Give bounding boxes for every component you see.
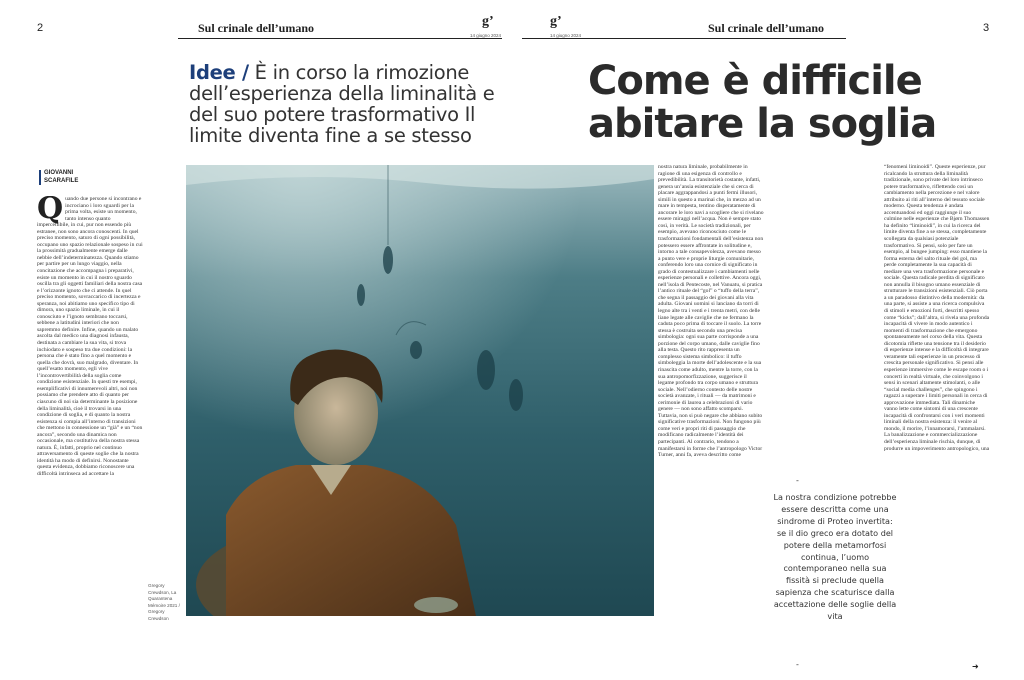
author-last-name: SCARAFILE: [44, 177, 79, 184]
left-header-rule: [178, 38, 502, 39]
right-logo: g’: [550, 14, 562, 29]
right-header-rule: [522, 38, 846, 39]
article-column-1: [37, 196, 143, 680]
article-photo: [186, 165, 654, 616]
title-line-1: Come è difficile: [588, 58, 922, 104]
column-4-text: “fenomeni liminoidi”. Queste esperienze, pur ricalcando la struttura della liminalità tradizionale, sono private del loro intrinseco potere trasformativo, riflettendo così un cambiamento nella percezione e nel valore attribuito ai riti all’interno del tessuto sociale moderno. Questa tendenza è andata accentuandosi ed oggi raggiunge il suo culmine nelle esperienze che Bjørn Thomassen ha definito “liminoidi”, in cui la ricerca del limite diventa fine a se stessa, completamente scollegata da qualsiasi potenziale trasformativo. Si pensi, solo per fare un esempio, al bungee jumping: esso mantiene la forma esterna del salto rituale del gol, ma perde completamente la sua capacità di mediare una vera trasformazione personale e sociale. Questa radicale perdita di significato non annulla il bisogno umano essenziale di strutturare le transizioni esistenziali. Ciò porta a un paradosso distintivo della modernità: da una parte, si assiste a una ricerca compulsiva di stimoli e emozioni forti, descritti spesso come “kicks”; dall’altra, si rivela una profonda incapacità di vivere in modo autentico i momenti di trasformazione che emergono spontaneamente nel corso della vita. Questa dicotomia riflette una tensione tra il desiderio di esperienze intense e la difficoltà di integrare veramente tali esperienze in un processo di crescita personale significativo. Si pensi alle esperienze immersive come le escape room o i concerti in realtà virtuale, che coinvolgono i sensi in scenari altamente stimolanti, o alle “social media challenges”, che spingono i ragazzi a superare i limiti personali in cerca di approvazione immediata. Tali dinamiche vanno lette come sintomi di una crescente incapacità di confrontarsi con i veri momenti liminali della nostra esistenza: il venire al mondo, il morire, l’innamorarsi, l’ammalarsi. La banalizzazione e commercializzazione dell’esperienza liminale rischia, dunque, di produrre un impoverimento antropologico, una: [884, 164, 990, 452]
pull-quote-top-dash: -: [796, 476, 799, 485]
right-date: 14 giugno 2024: [550, 33, 582, 38]
title-line-2: abitare la soglia: [588, 101, 937, 147]
article-title: [588, 60, 1008, 146]
article-column-4: [884, 164, 990, 662]
drop-cap: Q: [37, 196, 64, 226]
pull-quote: La nostra condizione potrebbe essere descritta come una sindrome di Proteo invertita: se il dio greco era dotato del potere della metamorfosi continua, l’uomo contemporaneo nella sua fissità si preclude quella sapienza che scaturisce dalla accettazione delle soglie della vita: [773, 492, 897, 622]
column-3-text: nostra natura liminale, probabilmente in ragione di una esigenza di controllo e prevedibilità. La transitorietà costante, infatti, genera un’ansia esistenziale che si cerca di placare aggrappandosi a punti fermi illusori, simili in questo a marinai che, in mezzo ad un mare in tempesta, tentino disperatamente di ancorare le loro navi a scogliere che si rivelano essere miraggi nell’acqua. Non è sempre stato così, in verità. Le società tradizionali, per esempio, avevano riconosciuto come le trasformazioni fondamentali dell’esistenza non potessero essere affrontate in solitudine e, intorno a tale consapevolezza, avevano messo a punto vere e proprie liturgie comunitarie, conferendo loro una cornice di significato in grado di contestualizzare i cambiamenti nelle esperienze personali e collettive. Ancora oggi, nell’isola di Pentecoste, nel Vanuatu, si pratica l’antico rituale del “gol” o “tuffo della terra”, che segna il passaggio dei giovani alla vita adulta. Giovani uomini si lanciano da torri di legno alte tra i venti e i trenta metri, con delle liane legate alle caviglie che ne fermano la caduta poco prima di toccare il suolo. La torre stessa è costruita secondo una precisa simbologia: ogni sua parte corrisponde a una porzione del corpo umano, dalle caviglie fino alla testa. Questo rito rappresenta un complesso sistema simbolico: il tuffo simboleggia la morte dell’adolescente e la sua rinascita come adulto, mentre la torre, con la sua antropomorfizzazione, suggerisce il legame profondo tra corpo umano e struttura sociale. Nell’odierno contesto delle nostre società avanzate, i rituali — da matrimoni e cerimonie di laurea a celebrazioni di vario genere — non sono affatto scomparsi. Tuttavia, non si può negare che abbiano subito significative trasformazioni. Non fungono più come veri e propri riti di passaggio che modificano radicalmente l’identità dei partecipanti. Al contrario, tendono a manifestarsi in forme che l’antropologo Victor Turner, anni fa, aveva descritto come: [658, 164, 764, 459]
underwater-photo-image: [186, 165, 654, 616]
photo-caption: Gregory Crewdson, La Quarantena Mémoire 2021 / Gregory Crewdson: [148, 583, 180, 621]
left-section-title: Sul crinale dell’umano: [198, 21, 315, 35]
article-column-3: [658, 164, 764, 680]
right-page-number: 3: [983, 22, 990, 34]
author-first-name: GIOVANNI: [44, 170, 74, 176]
left-page-number: 2: [37, 22, 44, 34]
left-logo: g’: [482, 14, 494, 29]
author-byline: [39, 170, 78, 185]
kicker-text: È in corso la rimozione dell’esperienza della liminalità e del suo potere trasformativo Il limite diventa fine a se stesso: [189, 61, 495, 147]
kicker: [189, 62, 509, 146]
continue-arrow-icon: ➜: [972, 662, 979, 671]
right-section-title: Sul crinale dell’umano: [708, 21, 825, 35]
left-date: 14 giugno 2024: [470, 33, 502, 38]
pull-quote-bottom-dash: -: [796, 660, 799, 669]
column-1-text: uando due persone si incontrano e incrociano i loro sguardi per la prima volta, esiste un momento, tanto intenso quanto impercettibile, in cui, pur non essendo più estranee, non sono ancora conoscenti. In quel preciso momento, saturo di ogni possibilità, occupano uno spazio relazionale sospeso in cui la prossimità gradualmente emerge dalle nebbie dell’indeterminatezza. Quando stiamo per partire per un lungo viaggio, nella concitazione che accompagna i preparativi, esiste un momento in cui il nostro sguardo oscilla tra gli oggetti familiari della nostra casa e l’orizzonte ignoto che ci attende. In quel preciso momento, sovraccarico di incertezza e speranza, noi abitiamo uno specifico tipo di dimora, uno spazio liminale, in cui il conosciuto e l’ignoto sembrano toccarsi, sebbene a latitudini interiori che non sapremmo definire. Infine, quando un malato ascolta dal medico una diagnosi infausta, destinata a cambiare la sua vita, si trova inchiodato e sospeso tra due condizioni: la persona che è stato fino a quel momento e quella che dovrà, suo malgrado, diventare. In quell’esatto momento, egli vive l’incontrovertibilità della soglia come condizione esistenziale. In questi tre esempi, esemplificativi di innumerevoli altri, noi non possiamo che prendere atto di quanto per ciascuno di noi sia determinante la posizione della liminalità, cioè il trovarsi in una condizione di soglia, e di quanto la nostra esistenza si compia all’interno di transizioni che mettono in connessione un “già” e un “non ancora”, secondo una dinamica non occasionale, ma costitutiva della nostra stessa natura. È, infatti, proprio nel continuo attraversamento di queste soglie che la nostra identità ha modo di definirsi. Nonostante questa evidenza, dobbiamo riconoscere una difficoltà intrinseca ad accettare la: [37, 196, 143, 477]
kicker-label: Idee /: [189, 61, 249, 84]
